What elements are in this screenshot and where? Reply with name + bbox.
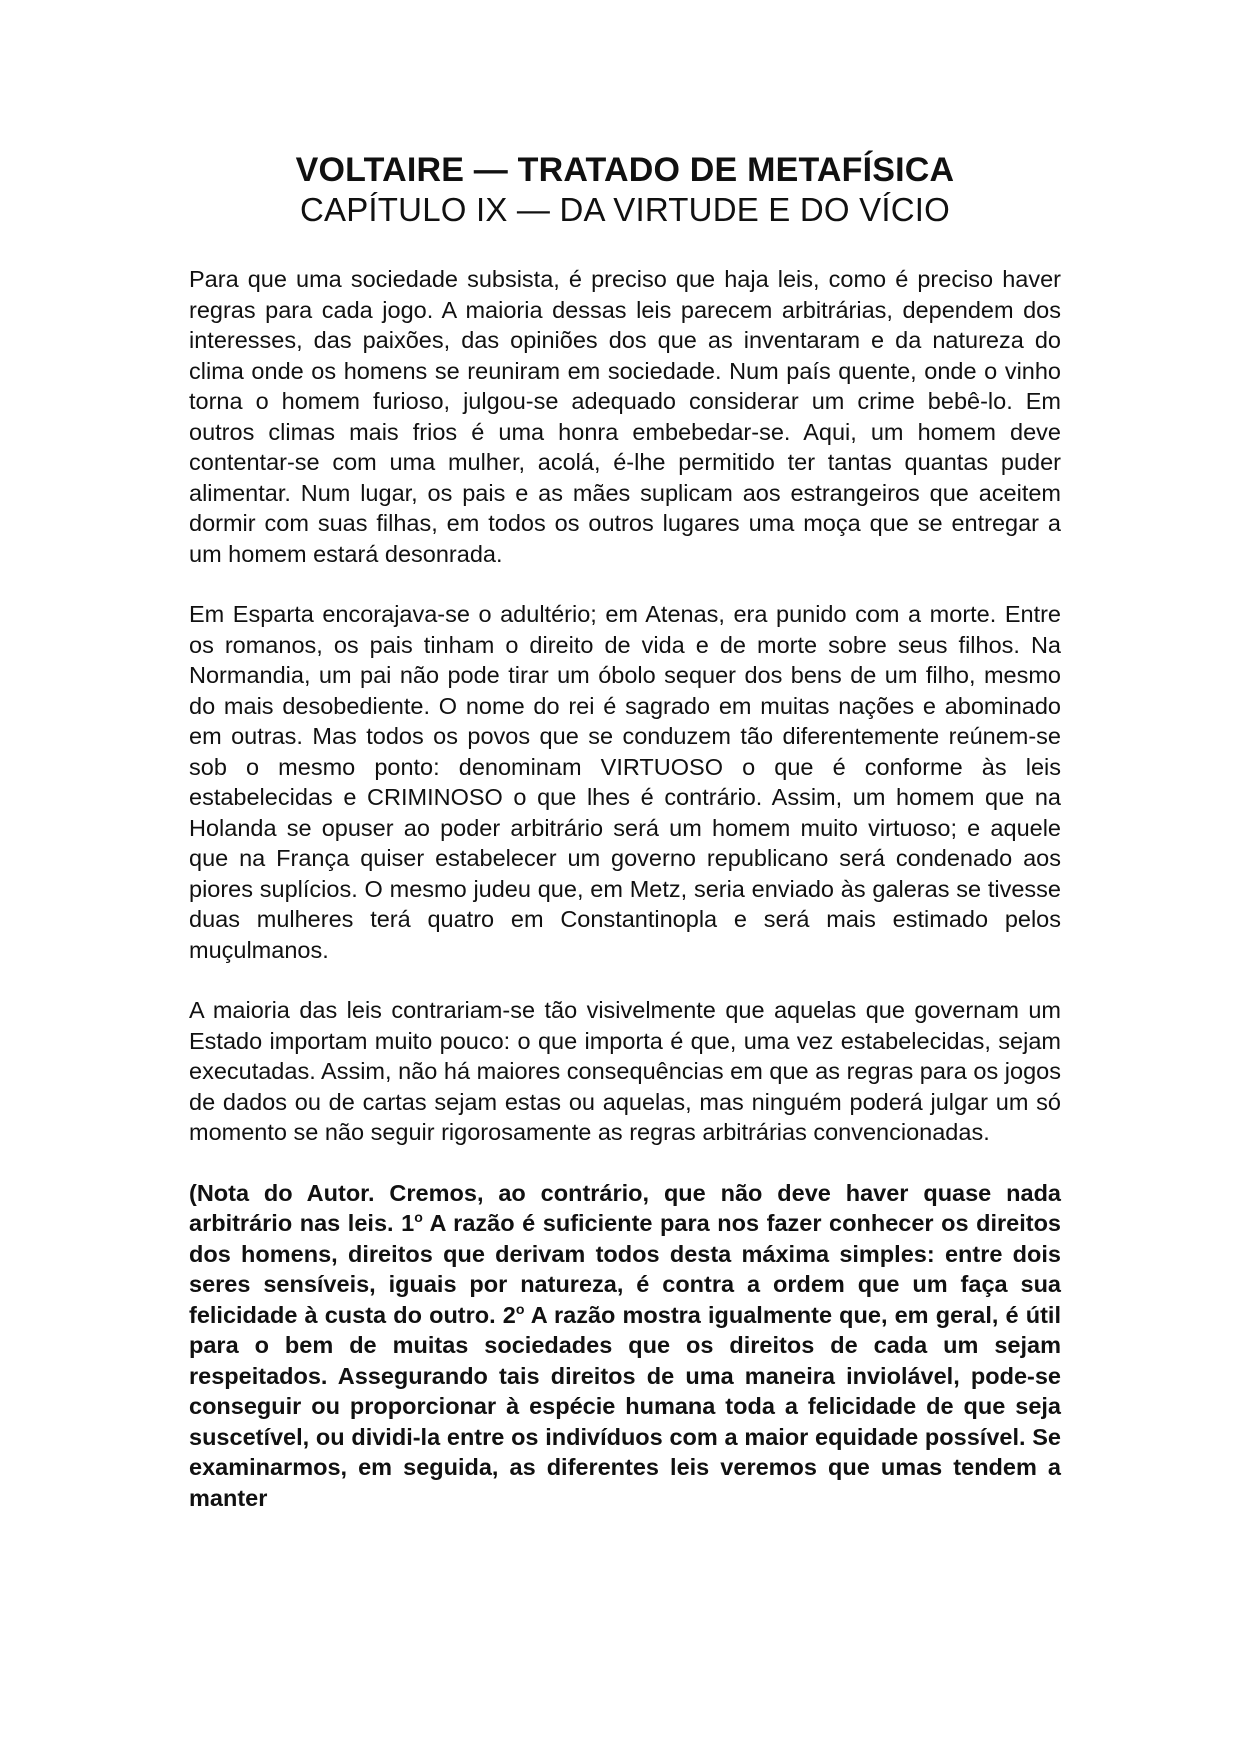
paragraph-1: Para que uma sociedade subsista, é preciso que haja leis, como é preciso haver regras para cada jogo. A maioria dessas leis parecem arbitrárias, dependem dos interesses, das paixões, das opiniões dos que as inventaram e da natureza do clima onde os homens se reuniram em sociedade. Num país quente, onde o vinho torna o homem furioso, julgou-se adequado considerar um crime bebê-lo. Em outros climas mais frios é uma honra embebedar-se. Aqui, um homem deve contentar-se com uma mulher, acolá, é-lhe permitido ter tantas quantas puder alimentar. Num lugar, os pais e as mães suplicam aos estrangeiros que aceitem dormir com suas filhas, em todos os outros lugares uma moça que se entregar a um homem estará desonrada.	[189, 266, 1061, 567]
ordinal-1: o	[414, 1209, 423, 1226]
document-title: VOLTAIRE — TRATADO DE METAFÍSICA	[295, 151, 955, 189]
author-note-part-3: A razão mostra igualmente que, em geral, é útil para o bem de muitas sociedades que os direitos de cada um sejam respeitados. Assegurando tais direitos de uma maneira inviolável, pode-se conseguir ou proporcionar à espécie humana toda a felicidade de que seja suscetível, ou dividi-la entre os indivíduos com a maior equidade possível. Se examinarmos, em seguida, as diferentes leis veremos que umas tendem a manter	[189, 1301, 1061, 1511]
author-note	[189, 1178, 1061, 1514]
chapter-subtitle: CAPÍTULO IX — DA VIRTUDE E DO VÍCIO	[299, 191, 951, 228]
author-note-part-2: A razão é suficiente para nos fazer conhecer os direitos dos homens, direitos que derivam todos desta máxima simples: entre dois seres sensíveis, iguais por natureza, é contra a ordem que um faça sua felicidade à custa do outro. 2	[189, 1210, 1061, 1328]
paragraph-3: A maioria das leis contrariam-se tão visivelmente que aquelas que governam um Estado importam muito pouco: o que importa é que, uma vez estabelecidas, sejam executadas. Assim, não há maiores consequências em que as regras para os jogos de dados ou de cartas sejam estas ou aquelas, mas ninguém poderá julgar um só momento se não seguir rigorosamente as regras arbitrárias convencionadas.	[189, 997, 1061, 1145]
paragraph-2: Em Esparta encorajava-se o adultério; em Atenas, era punido com a morte. Entre os romanos, os pais tinham o direito de vida e de morte sobre seus filhos. Na Normandia, um pai não pode tirar um óbolo sequer dos bens de um filho, mesmo do mais desobediente. O nome do rei é sagrado em muitas nações e abominado em outras. Mas todos os povos que se conduzem tão diferentemente reúnem-se sob o mesmo ponto: denominam VIRTUOSO o que é conforme às leis estabelecidas e CRIMINOSO o que lhes é contrário. Assim, um homem que na Holanda se opuser ao poder arbitrário será um homem muito virtuoso; e aquele que na França quiser estabelecer um governo republicano será condenado aos piores suplícios. O mesmo judeu que, em Metz, seria enviado às galeras se tivesse duas mulheres terá quatro em Constantinopla e será mais estimado pelos muçulmanos.	[189, 601, 1061, 963]
document-page	[189, 150, 1061, 1513]
author-note-part-1: (Nota do Autor. Cremos, ao contrário, que não deve haver quase nada arbitrário nas leis. 1	[189, 1179, 1061, 1236]
ordinal-2: o	[515, 1300, 525, 1317]
